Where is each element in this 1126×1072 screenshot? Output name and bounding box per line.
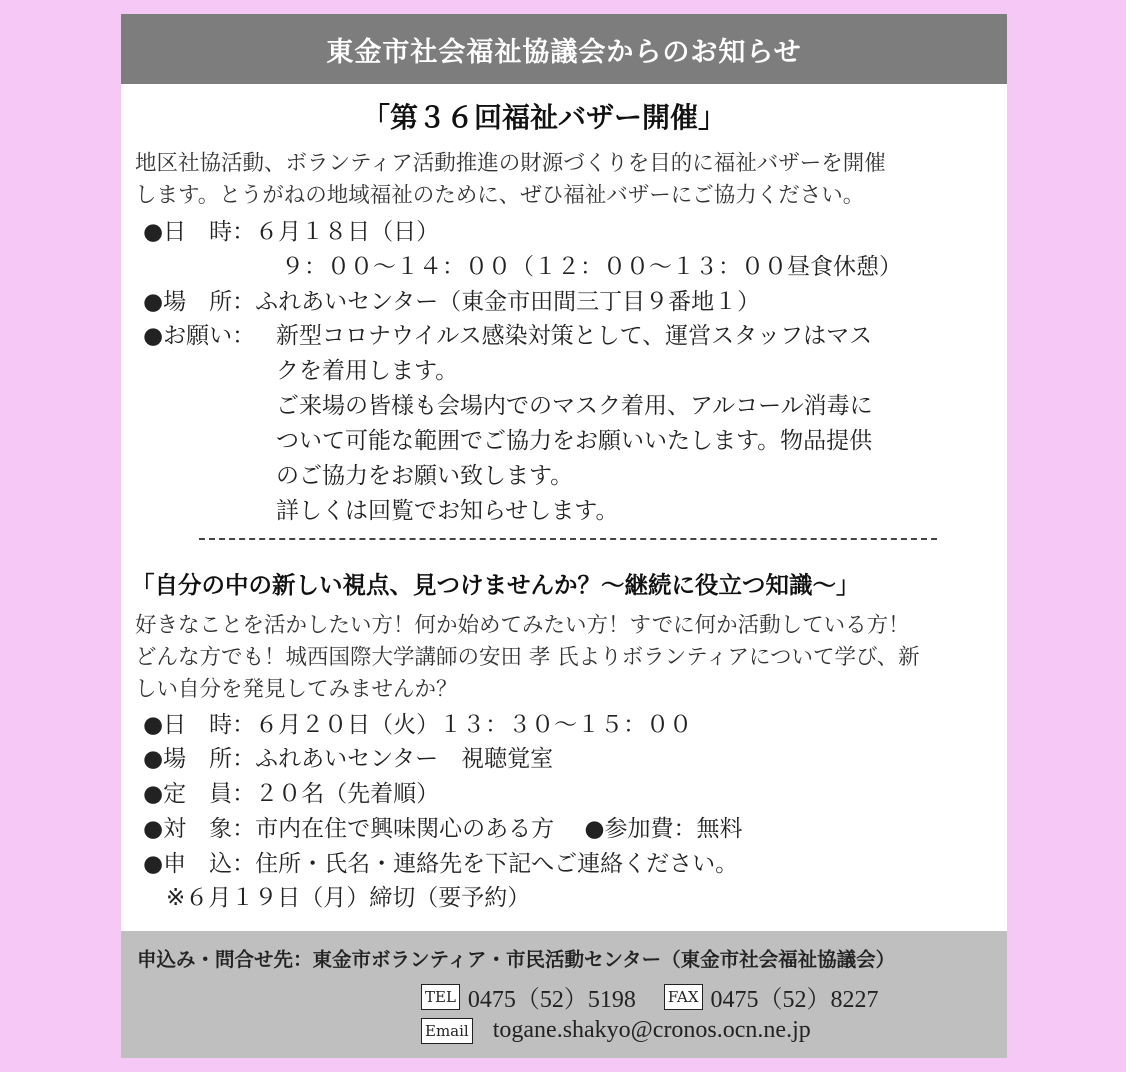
bazaar-intro — [135, 148, 995, 212]
bazaar-request — [276, 319, 977, 529]
seminar-capacity: ●定 員：２０名（先着順） — [143, 781, 440, 807]
seminar-intro-line: 好きなことを活かしたい方！何か始めてみたい方！すでに何か活動している方！ — [135, 613, 910, 638]
bazaar-time: ９：００〜１４：００（１２：００〜１３：００昼食休憩） — [281, 254, 902, 280]
bazaar-place: ●場 所：ふれあいセンター（東金市田間三丁目９番地１） — [143, 289, 761, 315]
section-divider — [199, 538, 937, 540]
request-line: 新型コロナウイルス感染対策として、運営スタッフはマス — [276, 323, 873, 349]
email-row — [421, 1017, 811, 1044]
notice-card — [121, 14, 1007, 1058]
request-line: クを着用します。 — [276, 358, 459, 384]
email-icon: Email — [421, 1018, 473, 1044]
seminar-title: 「自分の中の新しい視点、見つけませんか？〜継続に役立つ知識〜」 — [131, 571, 860, 599]
request-line: ご来場の皆様も会場内でのマスク着用、アルコール消毒に — [276, 393, 873, 419]
contact-footer — [121, 931, 1007, 1058]
fax-icon: FAX — [664, 984, 703, 1010]
request-line: のご協力をお願い致します。 — [276, 463, 574, 489]
email-address[interactable]: togane.shakyo@cronos.ocn.ne.jp — [492, 1017, 811, 1043]
notice-header — [121, 14, 1007, 84]
header-title: 東金市社会福祉協議会からのお知らせ — [326, 36, 802, 68]
phone-row — [421, 979, 879, 1014]
bazaar-intro-line: します。とうがねの地域福祉のために、ぜひ福祉バザーにご協力ください。 — [135, 183, 865, 208]
request-line: ついて可能な範囲でご協力をお願いいたします。物品提供 — [276, 428, 873, 454]
seminar-apply: ●申 込：住所・氏名・連絡先を下記へご連絡ください。 — [143, 851, 739, 877]
request-line: 詳しくは回覧でお知らせします。 — [276, 498, 619, 524]
seminar-intro-line: どんな方でも！城西国際大学講師の安田 孝 氏よりボランティアについて学び、新 — [135, 645, 920, 670]
seminar-place: ●場 所：ふれあいセンター 視聴覚室 — [143, 746, 554, 772]
bazaar-title: 「第３６回福祉バザー開催」 — [361, 101, 726, 134]
seminar-intro-line: しい自分を発見してみませんか？ — [135, 677, 458, 702]
fax-number: 0475（52）8227 — [710, 987, 879, 1013]
tel-number: 0475（52）5198 — [467, 987, 636, 1013]
bazaar-intro-line: 地区社協活動、ボランティア活動推進の財源づくりを目的に福祉バザーを開催 — [135, 151, 886, 176]
bazaar-request-label: ●お願い： — [143, 323, 256, 349]
seminar-intro — [135, 610, 995, 706]
contact-info: 申込み・問合せ先：東金市ボランティア・市民活動センター（東金市社会福祉協議会） — [137, 948, 896, 971]
seminar-datetime: ●日 時：６月２０日（火）１３：３０〜１５：００ — [143, 712, 693, 738]
seminar-target: ●対 象：市内在住で興味関心のある方 ●参加費：無料 — [143, 816, 743, 842]
tel-icon: TEL — [421, 984, 460, 1010]
bazaar-datetime: ●日 時：６月１８日（日） — [143, 219, 440, 245]
seminar-deadline: ※６月１９日（月）締切（要予約） — [166, 885, 531, 911]
